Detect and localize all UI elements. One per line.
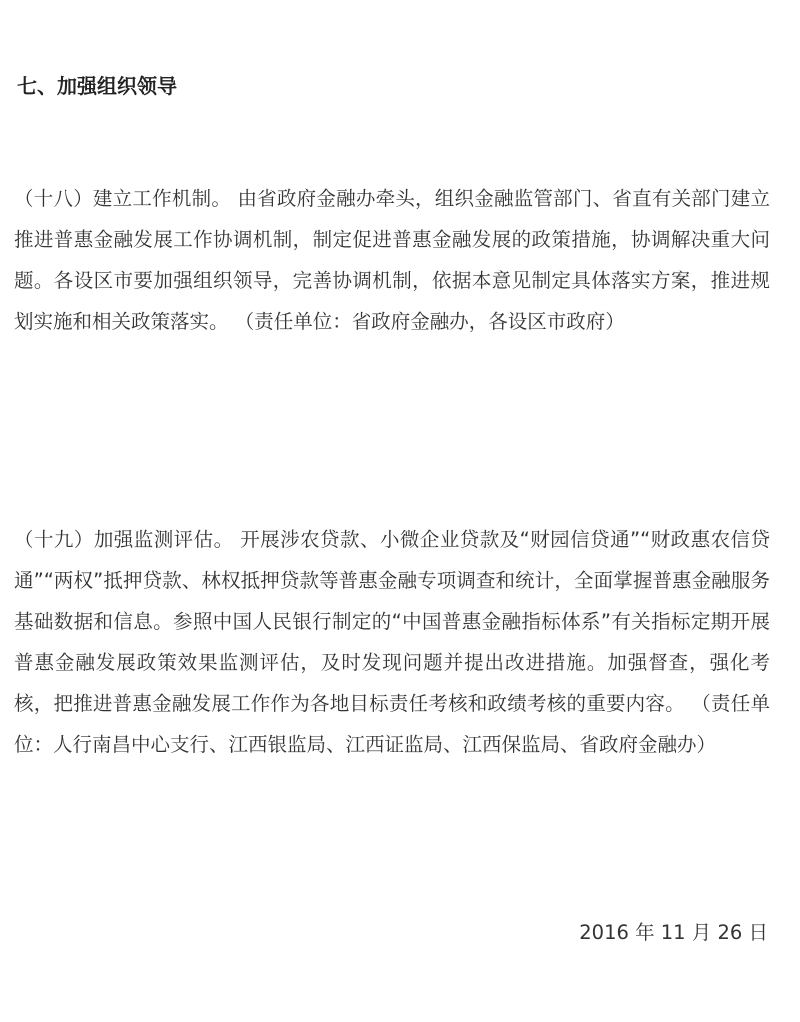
paragraph-monitoring-evaluation: （十九）加强监测评估。 开展涉农贷款、小微企业贷款及“财园信贷通”“财政惠农信贷通”“两权”抵押贷款、林权抵押贷款等普惠金融专项调查和统计，全面掌握普惠金融服务基础数据和信息。参照中国人民银行制定的“中国普惠金融指标体系”有关指标定期开展普惠金融发展政策效果监测评估，及时发现问题并提出改进措施。加强督查，强化考核，把推进普惠金融发展工作作为各地目标责任考核和政绩考核的重要内容。 （责任单位：人行南昌中心支行、江西银监局、江西证监局、江西保监局、省政府金融办）: [14, 528, 770, 756]
paragraph-establish-mechanism: （十八）建立工作机制。 由省政府金融办牵头，组织金融监管部门、省直有关部门建立推进普惠金融发展工作协调机制，制定促进普惠金融发展的政策措施，协调解决重大问题。各设区市要加强组织领导，完善协调机制，依据本意见制定具体落实方案，推进规划实施和相关政策落实。 （责任单位：省政府金融办，各设区市政府）: [14, 187, 770, 333]
document-date: 2016 年 11 月 26 日: [579, 921, 768, 944]
section-heading: 七、加强组织领导: [17, 74, 177, 98]
